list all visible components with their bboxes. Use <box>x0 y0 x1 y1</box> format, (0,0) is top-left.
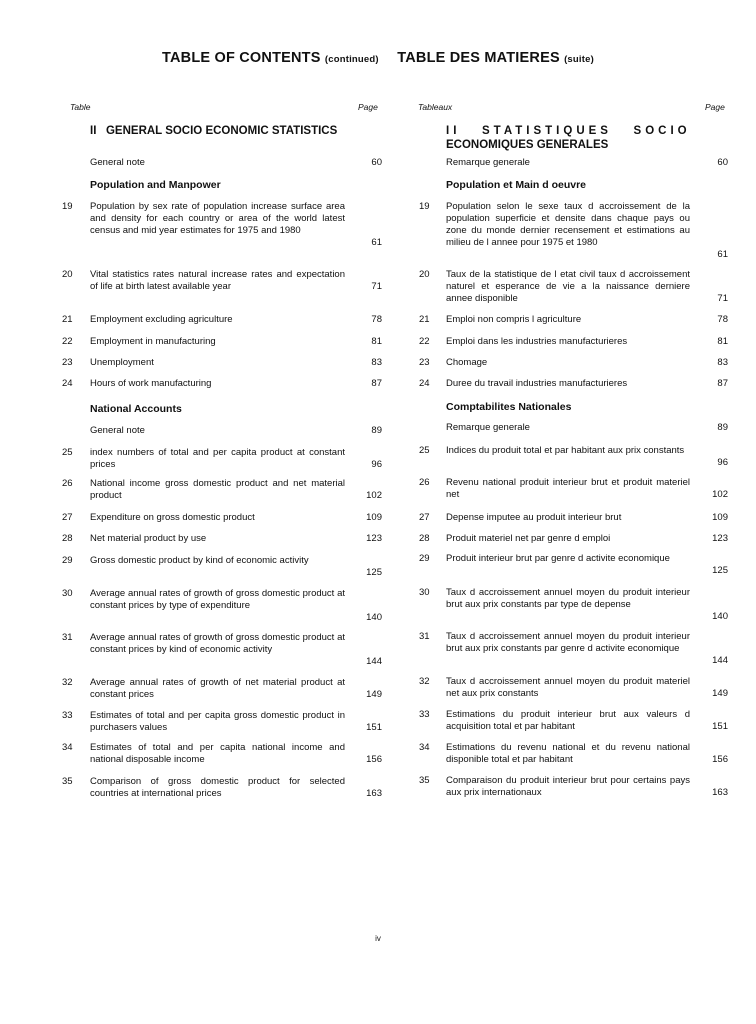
toc-entry <box>62 533 382 545</box>
table-number: 28 <box>62 533 73 544</box>
page-number-ref: 87 <box>717 378 728 389</box>
table-number: 30 <box>62 588 73 599</box>
title-fr-suffix: (suite) <box>564 54 594 65</box>
entry-title: Employment in manufacturing <box>90 336 216 347</box>
table-number: 26 <box>62 478 73 489</box>
entry-title: Comparaison du produit interieur brut pour certains pays aux prix internationaux <box>446 775 690 798</box>
table-number: 31 <box>419 631 430 642</box>
table-number: 24 <box>62 378 73 389</box>
page-number-ref: 125 <box>366 567 382 578</box>
entry-title: Produit materiel net par genre d emploi <box>446 533 611 544</box>
entry-title: Emploi non compris l agriculture <box>446 314 582 325</box>
table-number: 21 <box>419 314 430 325</box>
left-subsection-national-accounts: National Accounts <box>90 403 182 415</box>
table-number: 33 <box>419 709 430 720</box>
page-number-ref: 71 <box>371 281 382 292</box>
page-number-ref: 123 <box>366 533 382 544</box>
page-number-ref: 78 <box>371 314 382 325</box>
page-number-ref: 87 <box>371 378 382 389</box>
table-number: 20 <box>419 269 430 280</box>
left-col-table-header: Table <box>70 102 91 112</box>
toc-entry <box>419 336 728 348</box>
page-number-ref: 61 <box>717 249 728 260</box>
page-number-ref: 83 <box>717 357 728 368</box>
toc-entry <box>419 357 728 369</box>
right-subsection-national-accounts: Comptabilites Nationales <box>446 401 572 413</box>
table-number: 30 <box>419 587 430 598</box>
title-en-suffix: (continued) <box>324 54 379 65</box>
table-number: 19 <box>419 201 430 212</box>
table-number: 33 <box>62 710 73 721</box>
table-number: 20 <box>62 269 73 280</box>
entry-title: Revenu national produit interieur brut et produit materiel net <box>446 477 690 500</box>
toc-entry <box>419 631 728 667</box>
page-number-ref: 163 <box>712 787 728 798</box>
left-general-note: General note 60 <box>90 157 382 168</box>
toc-entry <box>419 587 728 623</box>
toc-entry <box>419 378 728 390</box>
table-number: 32 <box>62 677 73 688</box>
table-number: 24 <box>419 378 430 389</box>
toc-entry <box>62 512 382 524</box>
entry-title: Emploi dans les industries manufacturieres <box>446 336 628 347</box>
page-number-ref: 151 <box>366 722 382 733</box>
table-number: 26 <box>419 477 430 488</box>
page-number-ref: 96 <box>371 459 382 470</box>
entry-title: Estimations du produit interieur brut aux valeurs d acquisition total et par habitant <box>446 709 690 732</box>
entry-title: Hours of work manufacturing <box>90 378 212 389</box>
toc-entry <box>62 357 382 369</box>
page-number-ref: 163 <box>366 788 382 799</box>
table-number: 29 <box>62 555 73 566</box>
page-number-ref: 149 <box>712 688 728 699</box>
toc-entry <box>419 676 728 700</box>
page-number-ref: 78 <box>717 314 728 325</box>
right-general-note: Remarque generale 60 <box>446 157 728 168</box>
entry-title: Vital statistics rates natural increase rates and expectation of life at birth latest available year <box>90 269 345 292</box>
toc-entry <box>62 201 382 249</box>
title-en: TABLE OF CONTENTS <box>162 50 321 66</box>
table-number: 27 <box>419 512 430 523</box>
page-number-ref: 81 <box>717 336 728 347</box>
page-number-ref: 123 <box>712 533 728 544</box>
table-number: 22 <box>62 336 73 347</box>
entry-title: Net material product by use <box>90 533 207 544</box>
page-number-ref: 83 <box>371 357 382 368</box>
page-number-ref: 140 <box>366 612 382 623</box>
entry-title: Gross domestic product by kind of economic activity <box>90 555 309 566</box>
page-number-ref: 71 <box>717 293 728 304</box>
toc-entry <box>419 445 728 469</box>
entry-title: Employment excluding agriculture <box>90 314 233 325</box>
toc-entry <box>419 533 728 545</box>
page-number-ref: 144 <box>712 655 728 666</box>
toc-entry <box>62 447 382 471</box>
right-col-page-header: Page <box>705 102 725 112</box>
entry-title: Taux d accroissement annuel moyen du produit interieur brut aux prix constants par type de depense <box>446 587 690 610</box>
table-number: 23 <box>62 357 73 368</box>
right-general-note-2: Remarque generale 89 <box>446 422 728 433</box>
toc-entry <box>62 588 382 624</box>
title-fr: TABLE DES MATIERES <box>397 50 560 66</box>
right-section-heading-line1: II STATISTIQUES SOCIO <box>446 125 691 137</box>
entry-title: National income gross domestic product and net material product <box>90 478 345 501</box>
page-number-ref: 144 <box>366 656 382 667</box>
entry-title: Taux d accroissement annuel moyen du produit interieur brut aux prix constants par genre d activite economique <box>446 631 690 654</box>
left-general-note-2: General note 89 <box>90 425 382 436</box>
toc-entry <box>62 710 382 734</box>
entry-title: Average annual rates of growth of net material product at constant prices <box>90 677 345 700</box>
page-number-ref: 96 <box>717 457 728 468</box>
table-number: 31 <box>62 632 73 643</box>
table-number: 22 <box>419 336 430 347</box>
toc-entry <box>62 314 382 326</box>
page-number-ref: 140 <box>712 611 728 622</box>
entry-title: Taux d accroissement annuel moyen du produit materiel net aux prix constants <box>446 676 690 699</box>
entry-title: Expenditure on gross domestic product <box>90 512 255 523</box>
table-number: 35 <box>419 775 430 786</box>
entry-title: Taux de la statistique de l etat civil taux d accroissement naturel et esperance de vie a la naissance derniere annee disponible <box>446 269 690 304</box>
toc-entry <box>419 775 728 799</box>
page-number-ref: 149 <box>366 689 382 700</box>
page-number-ref: 109 <box>366 512 382 523</box>
entry-title: Estimates of total and per capita national income and national disposable income <box>90 742 345 765</box>
toc-entry <box>62 776 382 800</box>
entry-title: Duree du travail industries manufacturieres <box>446 378 628 389</box>
page-number-ref: 109 <box>712 512 728 523</box>
toc-entry <box>62 742 382 766</box>
toc-entry <box>419 477 728 501</box>
left-col-page-header: Page <box>358 102 378 112</box>
toc-entry <box>62 269 382 293</box>
toc-entry <box>419 553 728 577</box>
page-number-ref: 156 <box>366 754 382 765</box>
page-number-ref: 156 <box>712 754 728 765</box>
table-number: 25 <box>62 447 73 458</box>
toc-entry <box>62 378 382 390</box>
table-number: 34 <box>62 742 73 753</box>
page-number-ref: 102 <box>712 489 728 500</box>
page-number-ref: 125 <box>712 565 728 576</box>
toc-entry <box>419 742 728 766</box>
table-number: 28 <box>419 533 430 544</box>
table-number: 19 <box>62 201 73 212</box>
page-title <box>0 50 756 66</box>
toc-entry <box>419 269 728 305</box>
table-number: 25 <box>419 445 430 456</box>
entry-title: Estimations du revenu national et du revenu national disponible total et par habitant <box>446 742 690 765</box>
right-col-table-header: Tableaux <box>418 102 453 112</box>
entry-title: Indices du produit total et par habitant aux prix constants <box>446 445 685 456</box>
entry-title: Population by sex rate of population increase surface area and density for each country or area of the world latest census and mid year estimates for 1975 and 1980 <box>90 201 345 236</box>
toc-entry <box>62 555 382 579</box>
toc-entry <box>419 512 728 524</box>
entry-title: Population selon le sexe taux d accroissement de la population superficie et densite dans chaque pays ou zone du monde dernier recensement et estimations au milieu de l annee pour 1975 et 1980 <box>446 201 690 248</box>
table-number: 29 <box>419 553 430 564</box>
page-number-ref: 102 <box>366 490 382 501</box>
entry-title: index numbers of total and per capita product at constant prices <box>90 447 345 470</box>
toc-entry <box>419 201 728 261</box>
toc-entry <box>62 478 382 502</box>
page-number-ref: 151 <box>712 721 728 732</box>
toc-entry <box>419 314 728 326</box>
table-number: 21 <box>62 314 73 325</box>
entry-title: Comparison of gross domestic product for selected countries at international prices <box>90 776 345 799</box>
page-number: iv <box>375 934 381 943</box>
table-number: 32 <box>419 676 430 687</box>
entry-title: Produit interieur brut par genre d activite economique <box>446 553 670 564</box>
right-section-heading-line2: ECONOMIQUES GENERALES <box>446 139 609 151</box>
left-subsection-population: Population and Manpower <box>90 179 221 191</box>
entry-title: Unemployment <box>90 357 154 368</box>
table-number: 34 <box>419 742 430 753</box>
entry-title: Chomage <box>446 357 488 368</box>
page-number-ref: 61 <box>371 237 382 248</box>
entry-title: Average annual rates of growth of gross domestic product at constant prices by kind of economic activity <box>90 632 345 655</box>
toc-entry <box>62 632 382 668</box>
toc-entry <box>62 336 382 348</box>
entry-title: Depense imputee au produit interieur brut <box>446 512 622 523</box>
entry-title: Estimates of total and per capita gross domestic product in purchasers values <box>90 710 345 733</box>
table-number: 27 <box>62 512 73 523</box>
entry-title: Average annual rates of growth of gross domestic product at constant prices by type of expenditure <box>90 588 345 611</box>
table-number: 23 <box>419 357 430 368</box>
page-number-ref: 81 <box>371 336 382 347</box>
left-section-heading: II GENERAL SOCIO ECONOMIC STATISTICS <box>90 125 338 137</box>
table-number: 35 <box>62 776 73 787</box>
toc-entry <box>62 677 382 701</box>
toc-entry <box>419 709 728 733</box>
right-subsection-population: Population et Main d oeuvre <box>446 179 587 191</box>
